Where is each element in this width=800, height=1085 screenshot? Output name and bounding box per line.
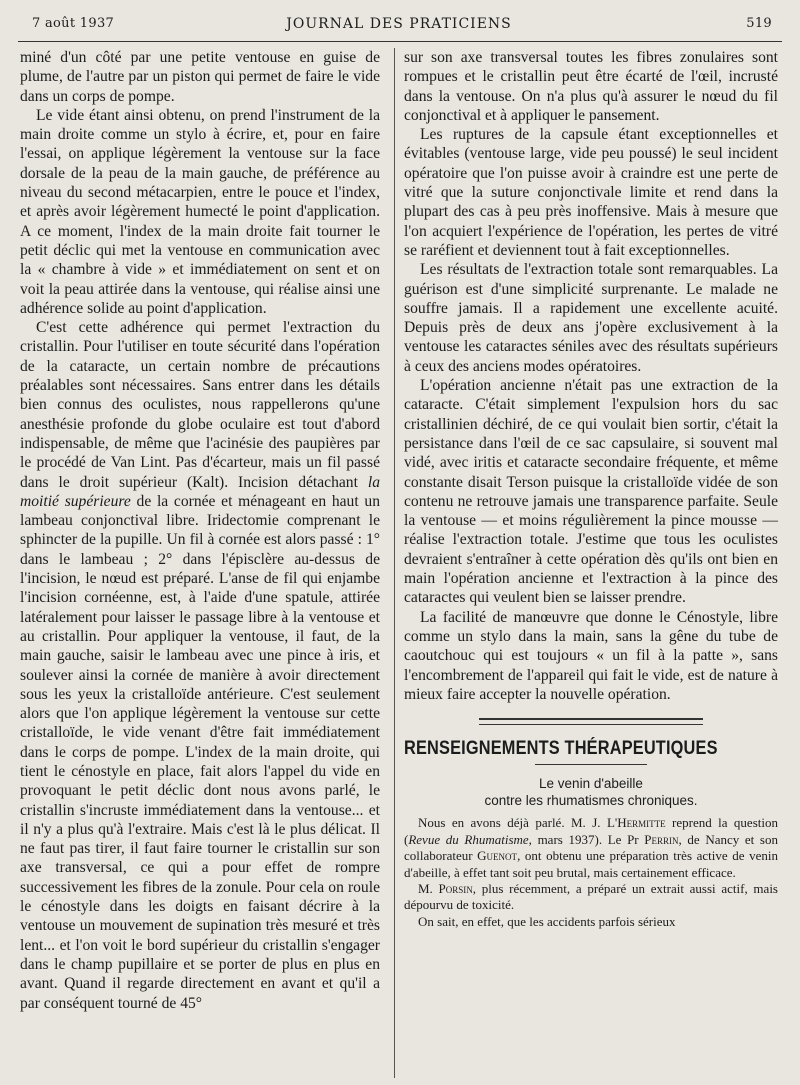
paragraph-text: , de Nancy et son collaborateur xyxy=(404,831,778,864)
author-name: Porsin xyxy=(438,881,473,897)
paragraph-text: reprend la question ( xyxy=(404,815,778,847)
paragraph xyxy=(404,881,778,914)
paragraph-text: , ont obtenu une préparation très active de venin d'abeille, à effet tant soit peu brutal, mais certainement efficace. xyxy=(404,848,778,880)
paragraph-text: M. xyxy=(418,881,439,897)
running-header xyxy=(22,16,776,38)
header-date: 7 août 1937 xyxy=(32,16,115,31)
paragraph: La facilité de manœuvre que donne le Cénostyle, libre comme un stylo dans la main, sans la gêne du tube de caoutchouc qui est toujours « un fil à la patte », sans l'encombrement de l'appareil qui fait le vide, est de nature à mieux faire accepter la nouvelle opération. xyxy=(404,608,778,703)
paragraph: miné d'un côté par une petite ventouse en guise de plume, de l'autre par un piston qui permet de faire le vide dans un corps de pompe. xyxy=(20,49,380,105)
header-rule xyxy=(18,41,782,42)
article-body xyxy=(404,815,778,930)
page-number: 519 xyxy=(746,16,772,31)
title-underline xyxy=(535,764,647,765)
column-divider xyxy=(394,48,395,1078)
paragraph: On sait, en effet, que les accidents parfois sérieux xyxy=(418,913,676,929)
journal-citation: Revue du Rhumatisme, xyxy=(408,831,532,847)
paragraph xyxy=(20,318,380,1013)
author-name: Guenot xyxy=(477,848,518,864)
section-divider xyxy=(479,718,703,725)
right-column xyxy=(404,48,778,930)
paragraph: L'opération ancienne n'était pas une extraction de la cataracte. C'était simplement l'expulsion hors du sac cristallinien déchiré, de ce qui voulait bien sortir, c'était la persistance dans l'œil de ce sac capsulaire, si souvent mal vidé, avec iritis et cataracte secondaire fréquente, et même constante disait Terson puisque la cristalloïde vidée de son contenu ne retrouve jamais une transparence parfaite. Seule la ventouse — et moins régulièrement la pince mousse — réalise l'extraction totale. J'estime que tous les oculistes devraient s'entraîner à cette opération dès qu'ils ont bien en main l'opération ancienne et l'extraction à la pince des cataractes qui veulent bien se laisser prendre. xyxy=(404,377,778,607)
author-name: L'Hermitte xyxy=(606,815,666,831)
left-column xyxy=(20,48,380,1013)
emphasis-text: la moitié supérieure xyxy=(20,473,380,510)
paragraph xyxy=(404,815,778,881)
paragraph-text: de la cornée et ménageant en haut un lambeau conjonctival libre. Iridectomie comprenant le sphincter de la pupille. Un fil à cornée est alors passé : 1° dans le lambeau ; 2° dans l'épisclère au-dessus de l'incision, le nœud est préparé. L'anse de fil qui enjambe l'incision cornéenne, est, à l'aide d'une spatule, attirée latéralement pour laisser le passage libre à la ventouse et au cristallin. Pour appliquer la ventouse, il faut, de la main gauche, saisir le lambeau avec une pince à iris, et soulever ainsi la cornée de manière à avoir directement sous les yeux la cristalloïde antérieure. C'est seulement alors que l'on applique légèrement la ventouse sur cette cristalloïde, le vide venant d'être fait immédiatement dans le corps de pompe. L'index de la main droite, qui tient le cénostyle en place, fait alors l'appel du vide en provoquant le petit déclic dont nous avons parlé, le cristallin s'incruste immédiatement dans la ventouse... et il n'y a plus qu'à l'extraire. Mais c'est là le plus délicat. Il ne faut pas tirer, il faut faire tourner le cristallin sur son axe transversal, ce qui a pour effet de rompre successivement les fibres de la zonule. Pour cela on roule le cénostyle dans les doigts en faisant décrire à la ventouse un mouvement de supination très mesuré et très lent... et l'on voit le bord supérieur du cristallin s'engager dans le champ pupillaire et se porter de plus en plus en avant. Quand il regarde directement en avant et qu'il a par conséquent tourné de 45° xyxy=(20,492,380,1012)
paragraph-text: , plus récemment, a préparé un extrait aussi actif, mais dépourvu de toxicité. xyxy=(404,881,778,913)
article-title xyxy=(404,775,778,809)
article-title-line: Le venin d'abeille xyxy=(539,776,643,792)
journal-title: JOURNAL DES PRATICIENS xyxy=(286,16,512,32)
paragraph: Les résultats de l'extraction totale sont remarquables. La guérison est d'une simplicité surprenante. Le malade ne souffre jamais. Il a rapidement une excellente acuité. Depuis près de deux ans j'opère exclusivement à la ventouse les cataractes séniles avec des résultats supérieurs à ceux des anciens modes opératoires. xyxy=(404,261,778,375)
author-name: Perrin xyxy=(644,831,679,847)
section-title: RENSEIGNEMENTS THÉRAPEUTIQUES xyxy=(404,738,718,760)
article-title-line: contre les rhumatismes chroniques. xyxy=(484,793,698,809)
paragraph-text: mars 1937). Le Pr xyxy=(531,831,645,847)
paragraph: Les ruptures de la capsule étant exceptionnelles et évitables (ventouse large, vide peu poussé) le seul incident opératoire que l'on puisse avoir à craindre est une perte de vitré que la suture conjonctivale limite et rend dans la plupart des cas à peu près inoffensive. Mais à mesure que l'on acquiert l'expérience de l'opération, les pertes de vitré se raréfient et deviennent tout à fait exceptionnelles. xyxy=(404,126,778,259)
paragraph-text: C'est cette adhérence qui permet l'extraction du cristallin. Pour l'utiliser en toute sécurité dans l'opération de la cataracte, un certain nombre de précautions préalables sont nécessaires. Sans entrer dans les détails bien connus des oculistes, nous rappellerons qu'une anesthésie profonde du globe oculaire est tout d'abord indispensable, de même que l'acinésie des paupières par le procédé de Van Lint. Pas d'écarteur, mais un fil passé dans le droit supérieur (Kalt). Incision détachant xyxy=(20,319,380,491)
paragraph-text: Nous en avons déjà parlé. M. J. xyxy=(418,815,607,831)
paragraph: Le vide étant ainsi obtenu, on prend l'instrument de la main droite comme un stylo à écrire, et, pour en faire l'essai, on applique légèrement la ventouse sur la face dorsale de la peau de la main gauche, de préférence au niveau du second métacarpien, entre le pouce et l'index, et après avoir légèrement humecté le point d'application. A ce moment, l'index de la main droite fait tourner le petit déclic qui met la ventouse en communication avec la « chambre à vide » et immédiatement on sent et on voit la peau attirée dans la ventouse, qui réalise ainsi une adhérence solide au point d'application. xyxy=(20,106,380,317)
paragraph: sur son axe transversal toutes les fibres zonulaires sont rompues et le cristallin peut être écarté de l'œil, incrusté dans la ventouse. On n'a plus qu'à assurer le nœud du fil conjonctival et à appliquer le pansement. xyxy=(404,49,778,124)
